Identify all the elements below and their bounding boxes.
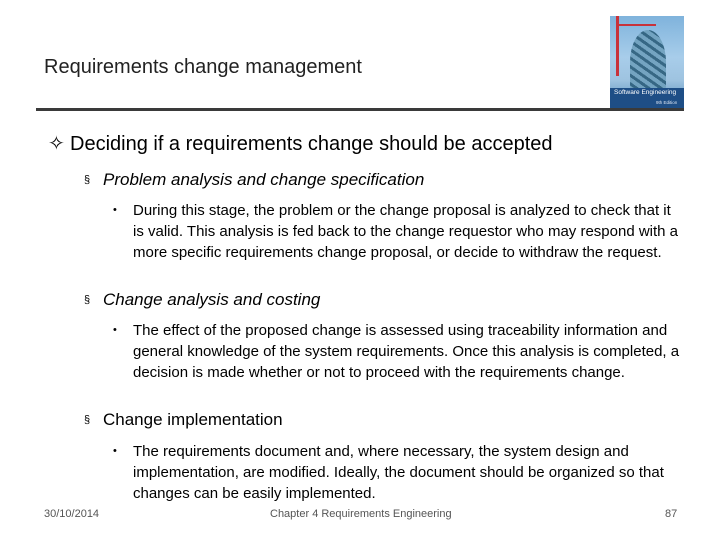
footer-page-number: 87 bbox=[665, 508, 678, 520]
bullet-dot-icon: • bbox=[113, 324, 117, 336]
diamond-star-icon: ✧ bbox=[48, 133, 65, 155]
section-heading-2 bbox=[84, 290, 320, 310]
footer-date: 30/10/2014 bbox=[44, 508, 100, 520]
title-divider bbox=[36, 108, 684, 111]
section-mark-icon: § bbox=[84, 294, 91, 306]
section-bullet-text: During this stage, the problem or the change proposal is analyzed to check that it is valid. This analysis is fed back to the change requestor who may respond with a more specific requirements change proposal, or decide to withdraw the request. bbox=[133, 202, 679, 261]
section-bullet-3 bbox=[113, 441, 683, 504]
book-cover-image bbox=[610, 16, 684, 108]
section-bullet-text: The effect of the proposed change is assessed using traceability information and general knowledge of the system requirements. Once this analysis is completed, a decision is made whether or not to proceed with the requirements change. bbox=[133, 322, 680, 381]
section-heading-1 bbox=[84, 170, 424, 190]
bullet-dot-icon: • bbox=[113, 204, 117, 216]
section-heading-text: Change analysis and costing bbox=[103, 290, 321, 309]
main-point-text: Deciding if a requirements change should be accepted bbox=[70, 133, 553, 155]
cover-edition: 9th Edition bbox=[656, 100, 678, 105]
section-heading-text: Problem analysis and change specification bbox=[103, 170, 425, 189]
slide-title: Requirements change management bbox=[44, 56, 362, 78]
cover-title: Software Engineering bbox=[614, 89, 677, 96]
section-mark-icon: § bbox=[84, 414, 91, 426]
section-heading-text: Change implementation bbox=[103, 410, 283, 429]
main-point bbox=[48, 131, 553, 156]
gherkin-tower-graphic bbox=[630, 30, 666, 94]
section-bullet-text: The requirements document and, where necessary, the system design and implementation, are modified. Ideally, the document should be organized so that changes can be easily implemented. bbox=[133, 443, 664, 502]
footer-chapter: Chapter 4 Requirements Engineering bbox=[270, 508, 452, 520]
section-mark-icon: § bbox=[84, 174, 91, 186]
section-bullet-1 bbox=[113, 200, 683, 263]
section-bullet-2 bbox=[113, 320, 683, 383]
bullet-dot-icon: • bbox=[113, 445, 117, 457]
section-heading-3 bbox=[84, 410, 283, 430]
crane-arm-graphic bbox=[616, 24, 656, 26]
